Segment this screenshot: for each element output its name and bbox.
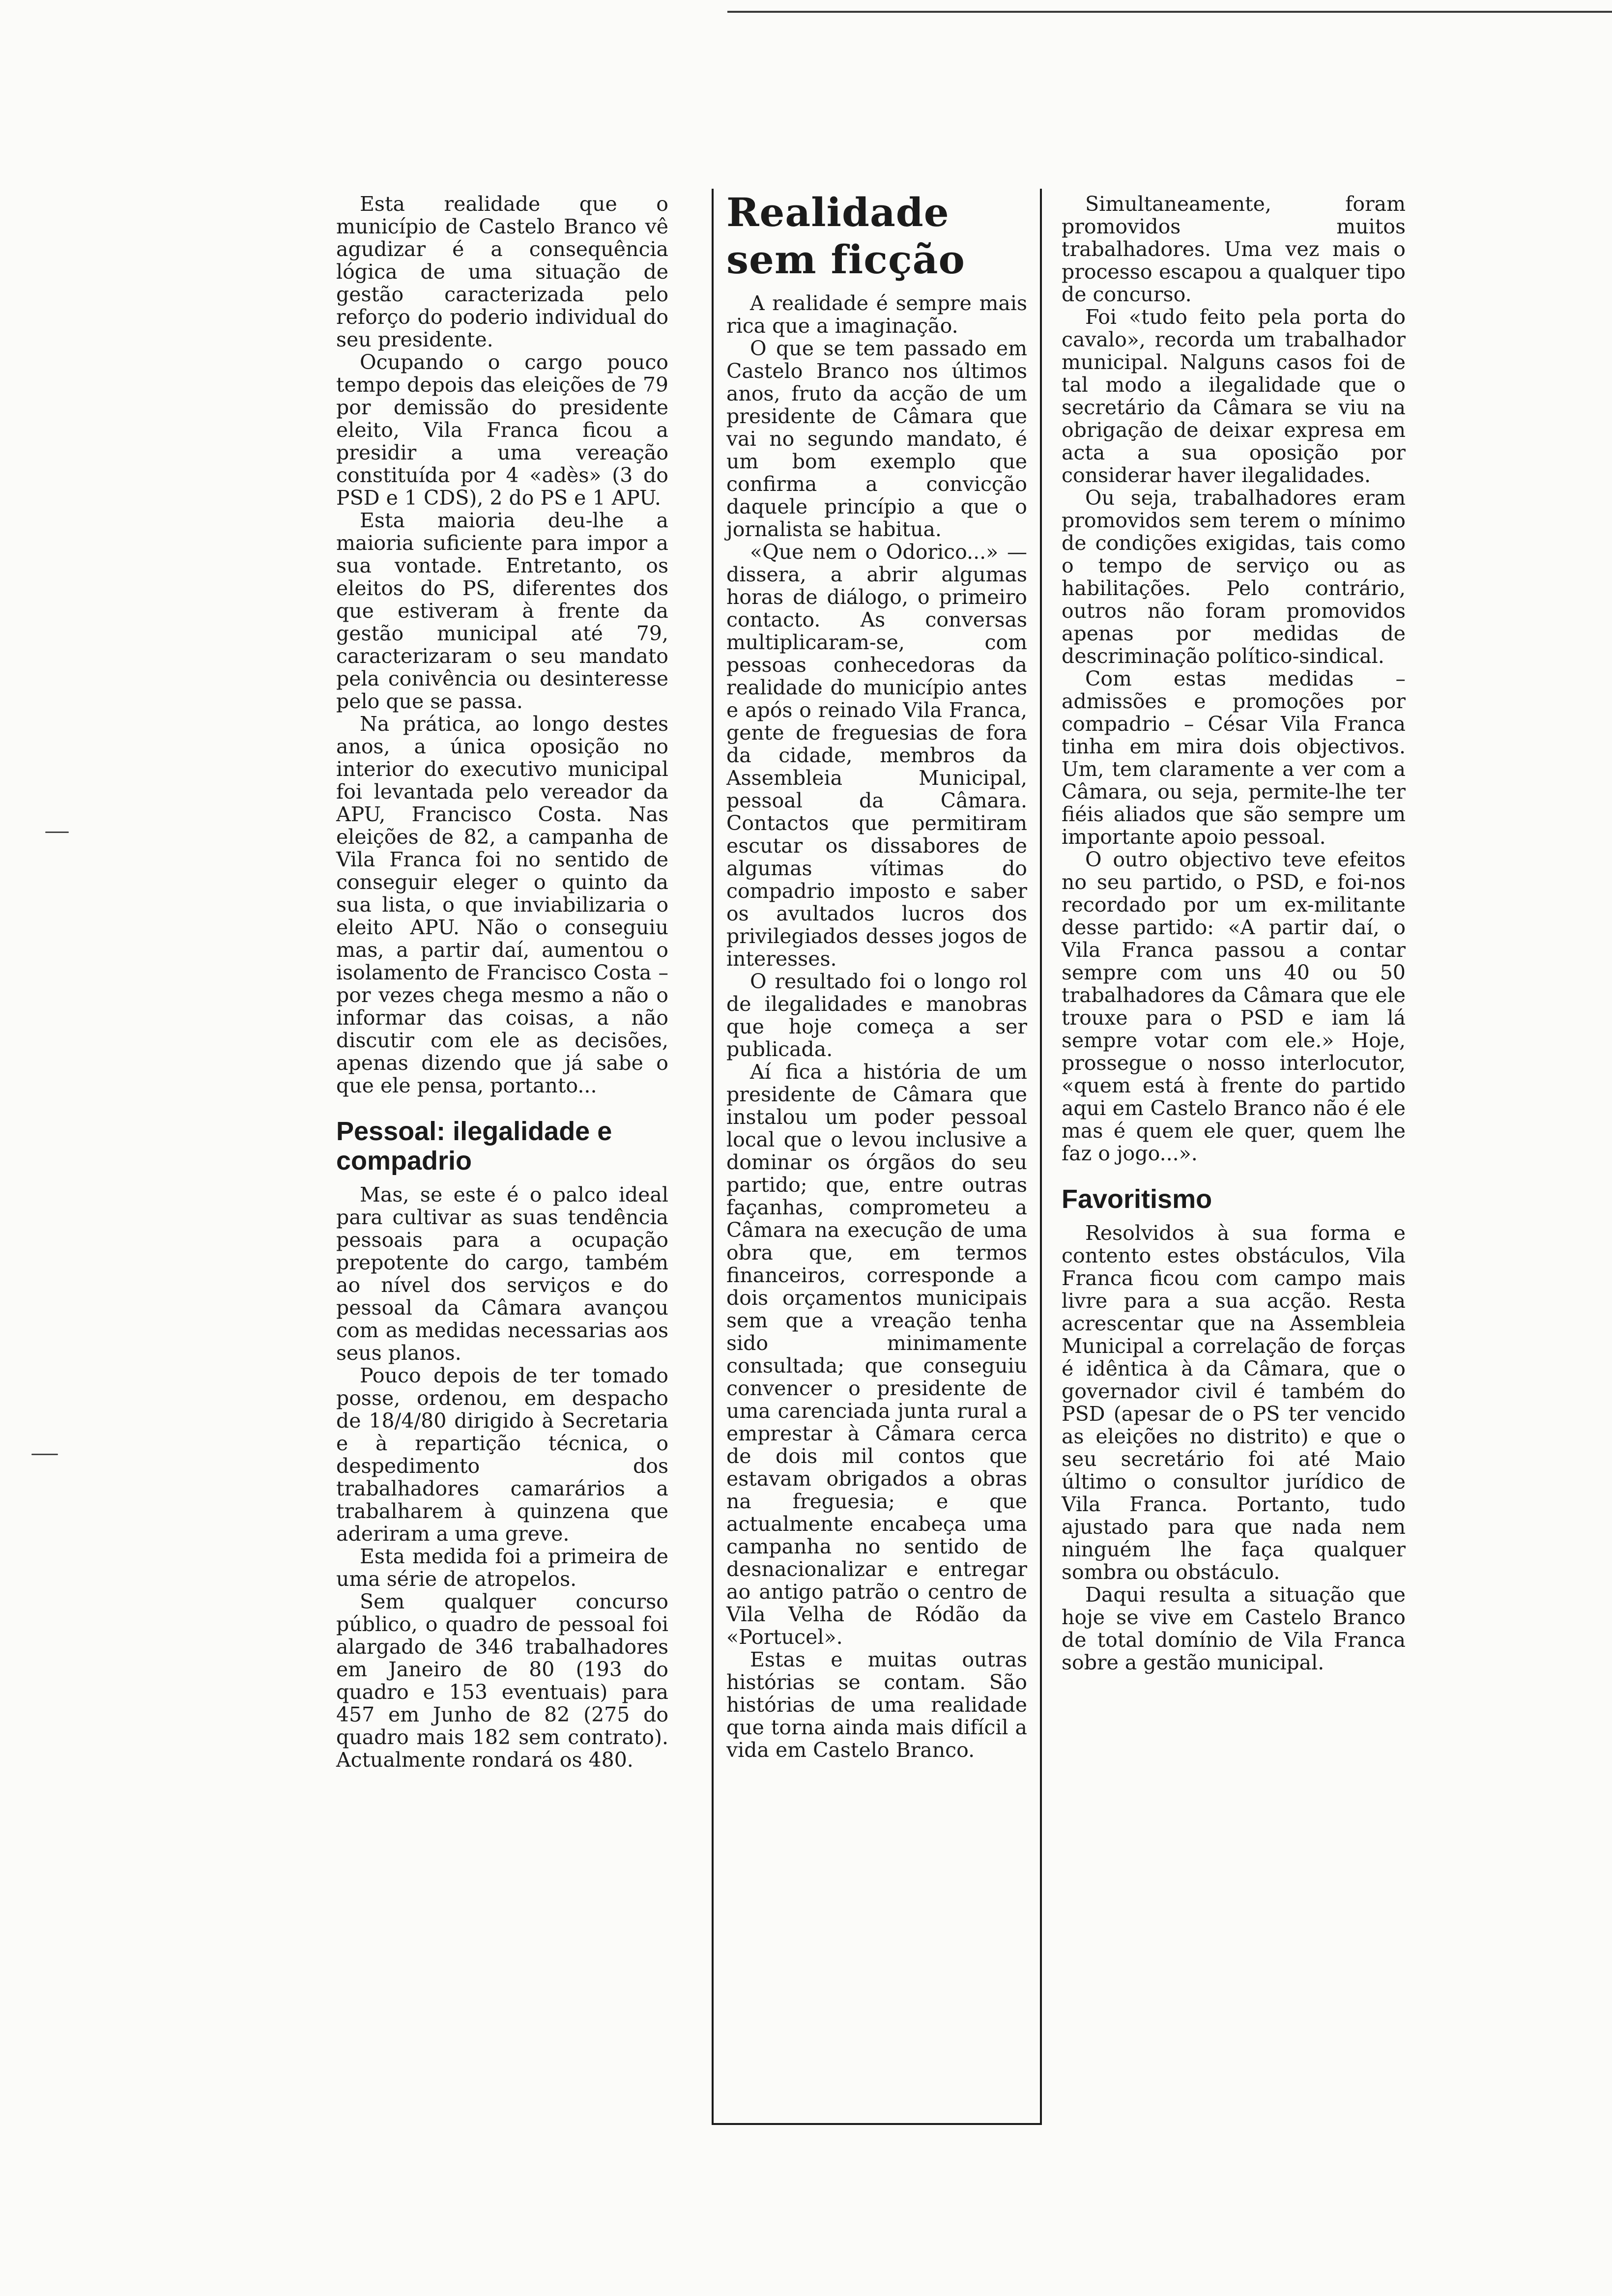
paragraph: O resultado foi o longo rol de ilegalidades e manobras que hoje começa a ser publicada. [726, 970, 1027, 1061]
paragraph: Daqui resulta a situação que hoje se vive em Castelo Branco de total domínio de Vila Franca sobre a gestão municipal. [1062, 1583, 1406, 1674]
subhead-favoritismo: Favoritismo [1062, 1184, 1212, 1214]
top-rule [727, 11, 1612, 13]
subhead-pessoal: Pessoal: ilegalidade e compadrio [336, 1117, 612, 1176]
paragraph: O que se tem passado em Castelo Branco nos últimos anos, fruto da acção de um presidente de Câmara que vai no segundo mandato, é um bom exemplo que confirma a convicção daquele princípio a que o jornalista se habitua. [726, 337, 1027, 541]
paragraph: Mas, se este é o palco ideal para cultivar as suas tendência pessoais para a ocupação prepotente do cargo, também ao nível dos serviços e do pessoal da Câmara avançou com as medidas necessarias aos seus planos. [336, 1183, 668, 1365]
paragraph: Aí fica a história de um presidente de Câmara que instalou um poder pessoal local que o levou inclusive a dominar os órgãos do seu partido; que, entre outras façanhas, comprometeu a Câmara na execução de uma obra que, em termos financeiros, corresponde a dois orçamentos municipais sem que a vreação tenha sido minimamente consultada; que conseguiu convencer o presidente de uma carenciada junta rural a emprestar à Câmara cerca de dois mil contos que estavam obrigados a obras na freguesia; e que actualmente encabeça uma campanha no sentido de desnacionalizar e entregar ao antigo patrão o centro de Vila Velha de Ródão da «Portucel». [726, 1060, 1027, 1649]
paragraph: Pouco depois de ter tomado posse, ordenou, em despacho de 18/4/80 dirigido à Secretaria e à repartição técnica, o despedimento dos trabalhadores camarários a trabalharem à quinzena que aderiram a uma greve. [336, 1364, 668, 1546]
paragraph: Esta medida foi a primeira de uma série de atropelos. [336, 1545, 668, 1591]
margin-mark [45, 832, 69, 833]
right-column [1062, 193, 1406, 1674]
paragraph: Estas e muitas outras histórias se contam. São histórias de uma realidade que torna ainda mais difícil a vida em Castelo Branco. [726, 1648, 1027, 1762]
boxed-column [712, 189, 1042, 2125]
paragraph: Simultaneamente, foram promovidos muitos trabalhadores. Uma vez mais o processo escapou a qualquer tipo de concurso. [1062, 192, 1406, 306]
article-title: Realidade sem ficção [726, 189, 965, 283]
paragraph: Ou seja, trabalhadores eram promovidos sem terem o mínimo de condições exigidas, tais como o tempo de serviço ou as habilitações. Pelo contrário, outros não foram promovidos apenas por medidas de descriminação político-sindical. [1062, 486, 1406, 668]
paragraph: «Que nem o Odorico...» — dissera, a abrir algumas horas de diálogo, o primeiro contacto. As conversas multiplicaram-se, com pessoas conhecedoras da realidade do município antes e após o reinado Vila Franca, gente de freguesias de fora da cidade, membros da Assembleia Municipal, pessoal da Câmara. Contactos que permitiram escutar os dissabores de algumas vítimas do compadrio imposto e saber os avultados lucros dos privilegiados desses jogos de interesses. [726, 540, 1027, 971]
paragraph: Esta maioria deu-lhe a maioria suficiente para impor a sua vontade. Entretanto, os eleitos do PS, diferentes dos que estiveram à frente da gestão municipal até 79, caracterizaram o seu mandato pela conivência ou desinteresse pelo que se passa. [336, 509, 668, 713]
paragraph: O outro objectivo teve efeitos no seu partido, o PSD, e foi-nos recordado por um ex-militante desse partido: «A partir daí, o Vila Franca passou a contar sempre com uns 40 ou 50 trabalhadores da Câmara que ele trouxe para o PSD e iam lá sempre votar com ele.» Hoje, prossegue o nosso interlocutor, «quem está à frente do partido aqui em Castelo Branco não é ele mas é quem ele quer, quem lhe faz o jogo...». [1062, 848, 1406, 1165]
paragraph: Com estas medidas – admissões e promoções por compadrio – César Vila Franca tinha em mira dois objectivos. Um, tem claramente a ver com a Câmara, ou seja, permite-lhe ter fiéis aliados que são sempre um importante apoio pessoal. [1062, 667, 1406, 849]
margin-mark [31, 1454, 58, 1455]
paragraph: A realidade é sempre mais rica que a imaginação. [726, 291, 1027, 338]
paragraph: Na prática, ao longo destes anos, a única oposição no interior do executivo municipal foi levantada pelo vereador da APU, Francisco Costa. Nas eleições de 82, a campanha de Vila Franca foi no sentido de conseguir eleger o quinto da sua lista, o que inviabilizaria o eleito APU. Não o conseguiu mas, a partir daí, aumentou o isolamento de Francisco Costa – por vezes chega mesmo a não o informar das coisas, a não discutir com ele as decisões, apenas dizendo que já sabe o que ele pensa, portanto... [336, 712, 668, 1097]
paragraph: Sem qualquer concurso público, o quadro de pessoal foi alargado de 346 trabalhadores em Janeiro de 80 (193 do quadro e 153 eventuais) para 457 em Junho de 82 (275 do quadro mais 182 sem contrato). Actualmente rondará os 480. [336, 1590, 668, 1772]
paragraph: Resolvidos à sua forma e contento estes obstáculos, Vila Franca ficou com campo mais livre para a sua acção. Resta acrescentar que na Assembleia Municipal a correlação de forças é idêntica à da Câmara, que o governador civil é também do PSD (apesar de o PS ter vencido as eleições no distrito) e que o seu secretário foi até Maio último o consultor jurídico de Vila Franca. Portanto, tudo ajustado para que nada nem ninguém lhe faça qualquer sombra ou obstáculo. [1062, 1221, 1406, 1584]
paragraph: Foi «tudo feito pela porta do cavalo», recorda um trabalhador municipal. Nalguns casos foi de tal modo a ilegalidade que o secretário da Câmara se viu na obrigação de deixar expresa em acta a sua oposição por considerar haver ilegalidades. [1062, 305, 1406, 487]
paragraph: Esta realidade que o município de Castelo Branco vê agudizar é a consequência lógica de uma situação de gestão caracterizada pelo reforço do poderio individual do seu presidente. [336, 192, 668, 351]
left-column [336, 193, 668, 1771]
paragraph: Ocupando o cargo pouco tempo depois das eleições de 79 por demissão do presidente eleito, Vila Franca ficou a presidir a uma vereação constituída por 4 «adès» (3 do PSD e 1 CDS), 2 do PS e 1 APU. [336, 350, 668, 510]
